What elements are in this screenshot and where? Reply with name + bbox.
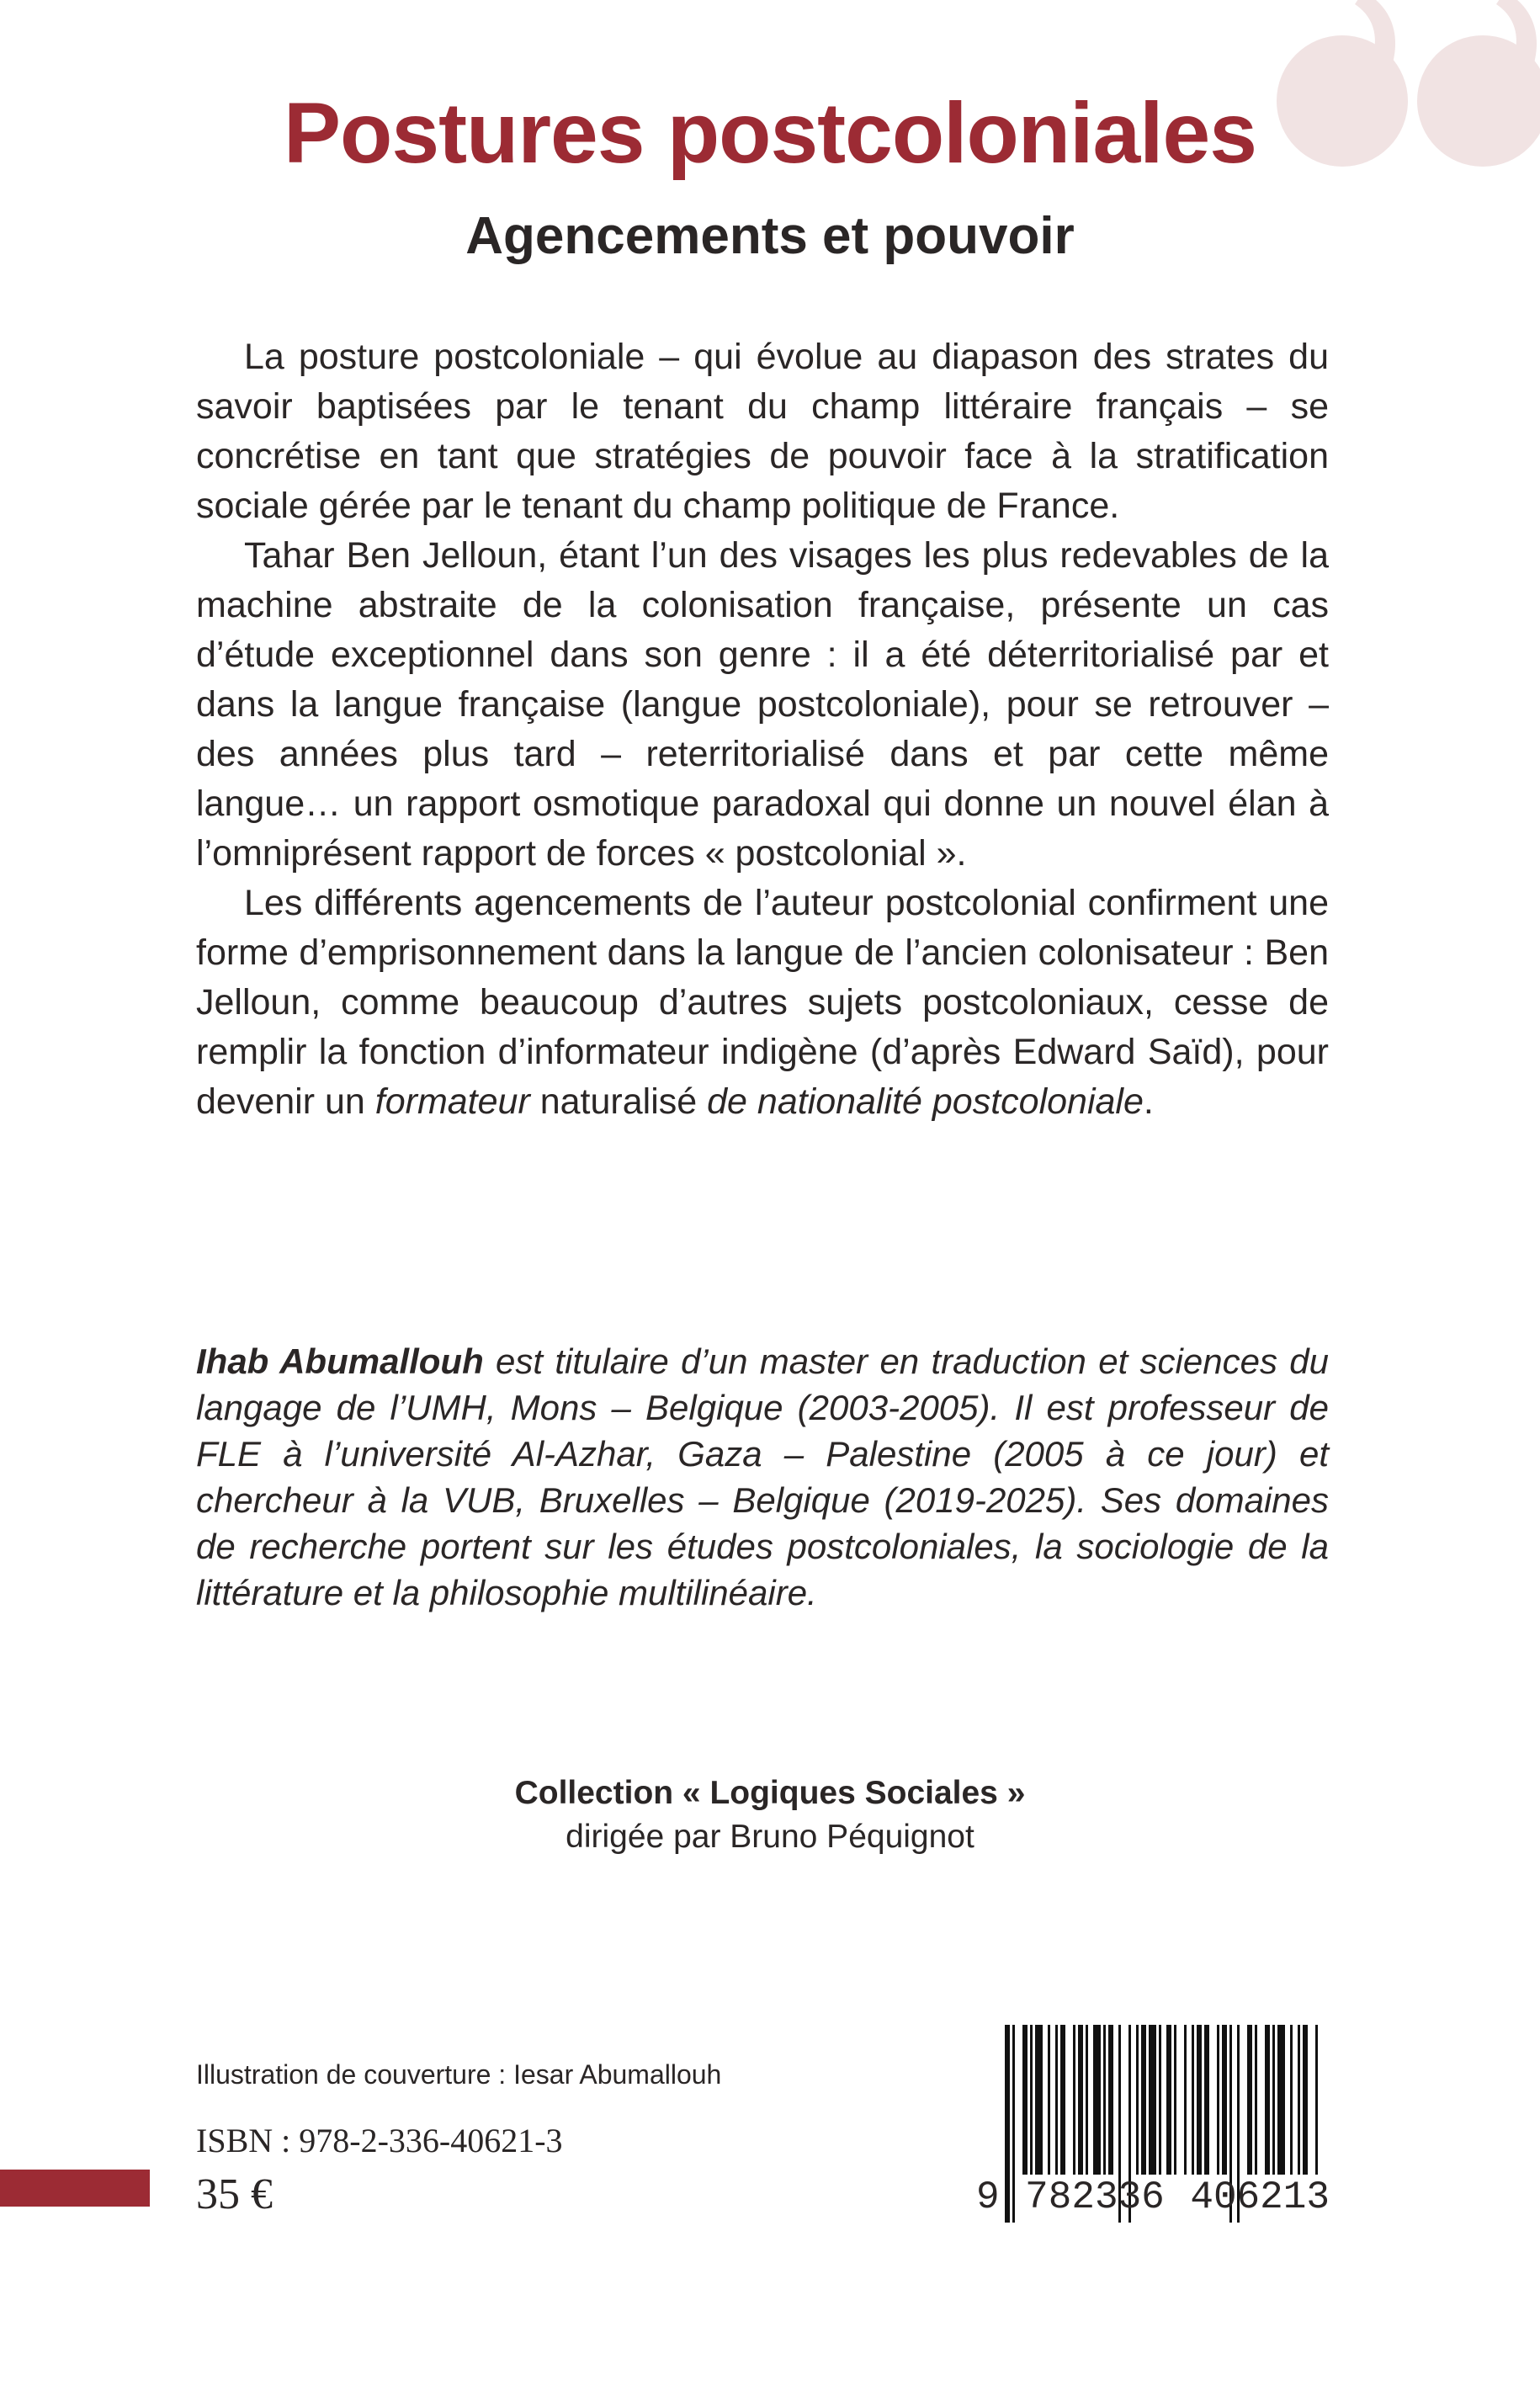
barcode-bar	[1159, 2025, 1161, 2175]
barcode-bar	[1247, 2025, 1252, 2175]
barcode-digit-prefix: 9	[976, 2175, 1000, 2219]
author-bio	[196, 1338, 1329, 1616]
summary-paragraph-3-part-c: .	[1143, 1081, 1154, 1122]
barcode-bar	[1290, 2025, 1293, 2175]
barcode-bar	[1166, 2025, 1171, 2175]
summary-paragraph-1: La posture postcoloniale – qui évolue au diapason des strates du savoir baptisées par le tenant du champ littéraire français – se concrétise en tant que stratégies de pouvoir face à la stratification sociale gérée par le tenant du champ politique de France.	[196, 337, 1329, 526]
summary-paragraph-3-part-a: Les différents agencements de l’auteur postcolonial confirment une forme d’emprisonnement dans la langue de l’ancien colonisateur : Ben Jelloun, comme beaucoup d’autres sujets postcoloniaux, cesse de remplir la fonction d’informateur indigène (d’après Edward Saïd), pour devenir un	[196, 883, 1329, 1122]
barcode-bar	[1086, 2025, 1088, 2175]
barcode-digit-group-1: 782336	[1025, 2175, 1165, 2219]
author-name: Ihab Abumallouh	[196, 1341, 484, 1381]
price: 35 €	[196, 2170, 273, 2218]
barcode-bar	[1103, 2025, 1106, 2175]
author-bio-text: est titulaire d’un master en traduction et sciences du langage de l’UMH, Mons – Belgique (2003-2005). Il est professeur de FLE à l’université Al-Azhar, Gaza – Palestine (2005 à ce jour) et chercheur à la VUB, Bruxelles – Belgique (2019-2025). Ses domaines de recherche portent sur les études postcoloniales, la sociologie de la littérature et la philosophie multilinéaire.	[196, 1341, 1329, 1612]
collection-director: dirigée par Bruno Péquignot	[566, 1819, 974, 1855]
barcode-bar	[1204, 2025, 1209, 2175]
barcode-bar	[1149, 2025, 1156, 2175]
barcode-digits	[976, 2175, 1330, 2219]
barcode-bar	[1303, 2025, 1308, 2175]
barcode-bar	[1048, 2025, 1050, 2175]
barcode-bar	[1035, 2025, 1043, 2175]
book-subtitle: Agencements et pouvoir	[465, 207, 1075, 265]
summary-emphasis-formateur: formateur	[374, 1081, 530, 1122]
isbn-number: ISBN : 978-2-336-40621-3	[196, 2122, 563, 2159]
illustration-credit: Illustration de couverture : Iesar Abumallouh	[196, 2059, 722, 2090]
barcode-bar	[1315, 2025, 1318, 2175]
barcode-bar	[1272, 2025, 1275, 2175]
barcode-bar	[1060, 2025, 1065, 2175]
summary-paragraph-3	[196, 879, 1329, 1127]
barcode-bar	[1197, 2025, 1202, 2175]
accent-bar	[0, 2170, 150, 2207]
summary-paragraph-2: Tahar Ben Jelloun, étant l’un des visages les plus redevables de la machine abstraite de la colonisation française, présente un cas d’étude exceptionnel dans son genre : il a été déterritorialisé par et dans la langue française (langue postcoloniale), pour se retrouver – des années plus tard – reterritorialisé dans et par cette même langue… un rapport osmotique paradoxal qui donne un nouvel élan à l’omniprésent rapport de forces « postcolonial ».	[196, 535, 1329, 874]
barcode-bar	[1298, 2025, 1300, 2175]
summary-paragraph-3-part-b: naturalisé	[529, 1081, 708, 1122]
barcode-bar	[1277, 2025, 1285, 2175]
barcode-bar	[1222, 2025, 1227, 2175]
summary-emphasis-nationalite: de nationalité postcoloniale	[707, 1081, 1144, 1122]
barcode-bar	[1078, 2025, 1083, 2175]
barcode-bar	[1217, 2025, 1219, 2175]
barcode-bar	[1022, 2025, 1028, 2175]
barcode-bar	[1073, 2025, 1075, 2175]
barcode-bar	[1265, 2025, 1270, 2175]
book-title: Postures postcoloniales	[284, 85, 1256, 181]
barcode-digit-group-2: 406213	[1190, 2175, 1330, 2219]
collection-info	[0, 1771, 1540, 1859]
barcode-bar	[1141, 2025, 1146, 2175]
barcode-bar	[1136, 2025, 1139, 2175]
collection-name: Collection « Logiques Sociales »	[514, 1775, 1026, 1811]
barcode-bar	[1192, 2025, 1194, 2175]
barcode-bar	[1093, 2025, 1101, 2175]
barcode-bar	[1108, 2025, 1113, 2175]
barcode-bar	[1255, 2025, 1257, 2175]
barcode-bar	[1055, 2025, 1058, 2175]
barcode-bar	[1184, 2025, 1187, 2175]
barcode-bar	[1174, 2025, 1176, 2175]
book-summary	[196, 332, 1329, 1127]
barcode-bar	[1030, 2025, 1033, 2175]
